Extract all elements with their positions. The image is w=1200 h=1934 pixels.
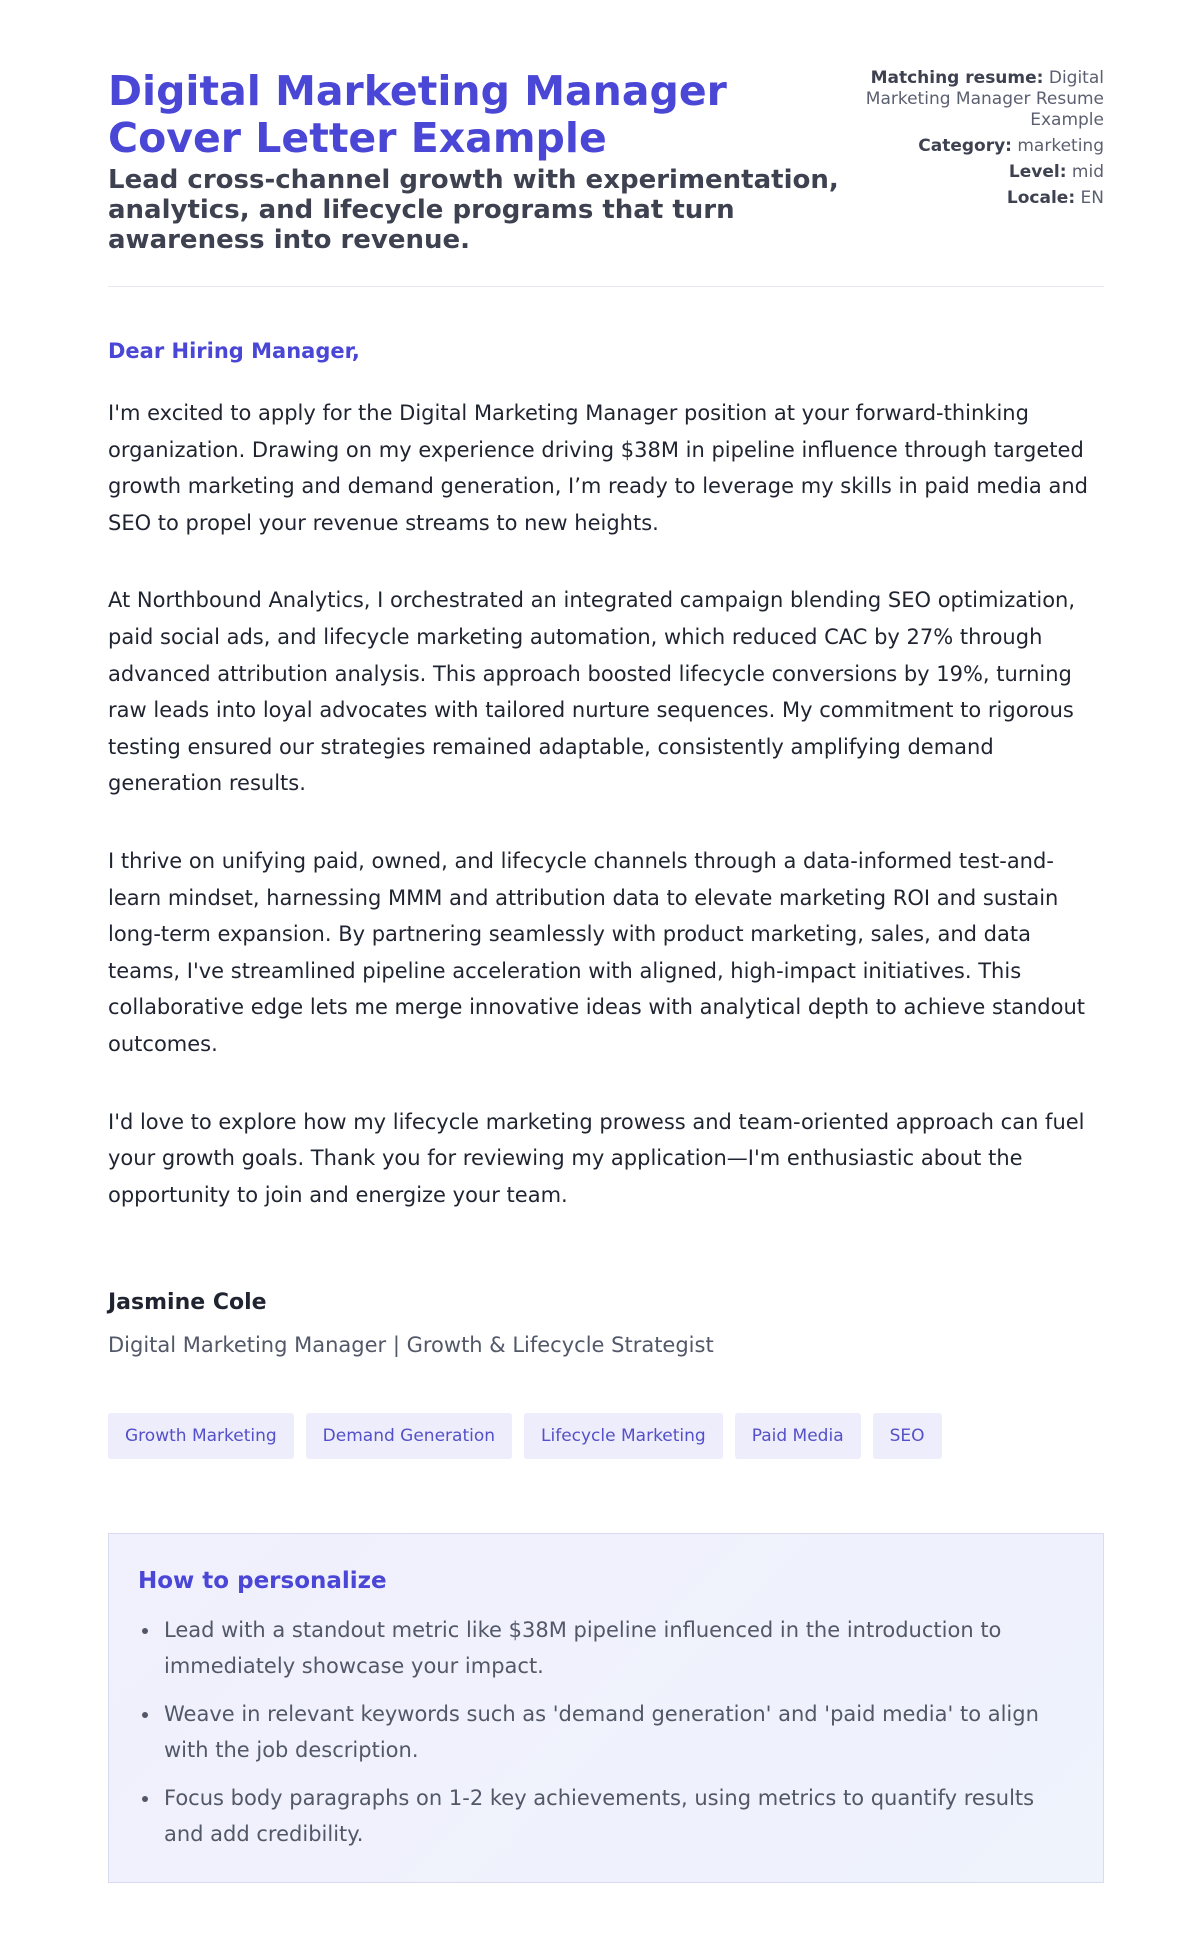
tip-item [138, 1780, 1074, 1852]
meta-level [844, 162, 1104, 183]
meta-matching-value[interactable]: Digital Marketing Manager Resume Example [865, 68, 1104, 130]
meta-level-value: mid [1071, 162, 1104, 182]
tips-list [138, 1612, 1074, 1852]
page-title: Digital Marketing Manager Cover Letter Example [108, 67, 727, 162]
meta-locale-label: Locale: [1006, 188, 1076, 208]
skill-tag[interactable]: Paid Media [735, 1413, 861, 1459]
letter-greeting: Dear Hiring Manager, [108, 339, 360, 363]
meta-locale [844, 188, 1104, 209]
meta-category-value: marketing [1017, 136, 1104, 156]
skill-tag[interactable]: Demand Generation [306, 1413, 512, 1459]
meta-level-label: Level: [1008, 162, 1067, 182]
meta-locale-value: EN [1080, 188, 1104, 208]
bullet-icon [142, 1712, 148, 1718]
meta-matching-resume [844, 68, 1104, 131]
page-subtitle: Lead cross-channel growth with experimentation, analytics, and lifecycle programs that turn awareness into revenue. [108, 165, 839, 255]
skill-tag[interactable]: Growth Marketing [108, 1413, 294, 1459]
meta-category [844, 136, 1104, 157]
tip-item [138, 1696, 1074, 1768]
signature-name: Jasmine Cole [108, 1290, 267, 1316]
tip-text: Lead with a standout metric like $38M pipeline influenced in the introduction to immediately showcase your impact. [164, 1618, 1002, 1679]
skill-tag[interactable]: Lifecycle Marketing [524, 1413, 723, 1459]
page-header [108, 0, 1104, 287]
skill-tag[interactable]: SEO [873, 1413, 942, 1459]
tip-item [138, 1612, 1074, 1684]
letter-paragraph: At Northbound Analytics, I orchestrated an integrated campaign blending SEO optimization, paid social ads, and lifecycle marketing automation, which reduced CAC by 27% through advanced attribution analysis. This approach boosted lifecycle conversions by 19%, turning raw leads into loyal advocates with tailored nurture sequences. My commitment to rigorous testing ensured our strategies remained adaptable, consistently amplifying demand generation results. [108, 588, 1076, 796]
letter-paragraph: I thrive on unifying paid, owned, and lifecycle channels through a data-informed test-and-learn mindset, harnessing MMM and attribution data to elevate marketing ROI and sustain long-term expansion. By partnering seamlessly with product marketing, sales, and data teams, I've streamlined pipeline acceleration with aligned, high-impact initiatives. This collaborative edge lets me merge innovative ideas with analytical depth to achieve standout outcomes. [108, 848, 1086, 1056]
signature-title: Digital Marketing Manager | Growth & Lifecycle Strategist [108, 1333, 714, 1358]
meta-matching-label: Matching resume: [870, 68, 1044, 88]
meta-panel [844, 68, 1104, 214]
tip-text: Weave in relevant keywords such as 'demand generation' and 'paid media' to align with the job description. [164, 1702, 1039, 1763]
bullet-icon [142, 1628, 148, 1634]
letter-paragraph: I'd love to explore how my lifecycle marketing prowess and team-oriented approach can fuel your growth goals. Thank you for reviewing my application—I'm enthusiastic about the opportunity to join and energize your team. [108, 1109, 1085, 1207]
bullet-icon [142, 1796, 148, 1802]
tips-title: How to personalize [138, 1568, 387, 1595]
letter-paragraph: I'm excited to apply for the Digital Marketing Manager position at your forward-thinking organization. Drawing on my experience driving $38M in pipeline influence through targeted growth marketing and demand generation, I’m ready to leverage my skills in paid media and SEO to propel your revenue streams to new heights. [108, 401, 1088, 535]
skill-tags [108, 1413, 1104, 1459]
tip-text: Focus body paragraphs on 1-2 key achievements, using metrics to quantify results and add credibility. [164, 1786, 1035, 1847]
personalize-tips-box [108, 1533, 1104, 1883]
meta-category-label: Category: [918, 136, 1012, 156]
cover-letter-page [108, 0, 1104, 1883]
